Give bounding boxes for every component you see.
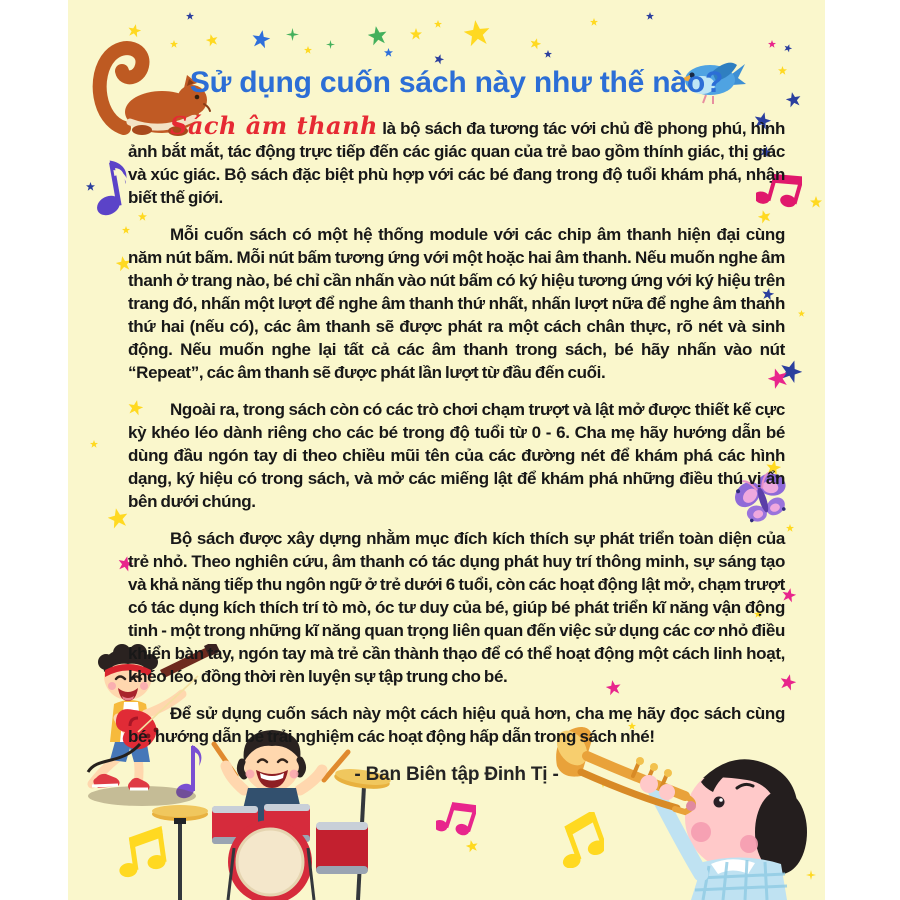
star-icon: [384, 48, 393, 57]
music-note-icon: [436, 796, 476, 838]
star-icon: [410, 28, 422, 40]
intro-text: là bộ sách đa tương tác với chủ đề phong phú, hình ảnh bắt mắt, tác động trực tiếp đến các giác quan của trẻ bao gồm thính giác, thị giác và xúc giác. Bộ sách đặc biệt phù hợp với các bé đang trong độ tuổi khám phá, nhận biết thế giới.: [128, 119, 785, 207]
star-icon: [590, 18, 598, 26]
star-icon: [646, 12, 654, 20]
book-page: [68, 0, 825, 900]
sparkle-icon: [326, 40, 335, 49]
star-icon: [186, 12, 194, 20]
closing-paragraph: Để sử dụng cuốn sách này một cách hiệu quả hơn, cha mẹ hãy đọc sách cùng bé, hướng dẫn bé trải nghiệm các hoạt động hấp dẫn trong sách nhé!: [128, 704, 785, 746]
star-icon: [366, 24, 388, 46]
star-icon: [529, 37, 543, 51]
star-icon: [783, 43, 793, 53]
star-icon: [304, 46, 312, 54]
intro-paragraph: [128, 111, 785, 209]
star-icon: [434, 20, 442, 28]
star-icon: [465, 839, 479, 853]
star-icon: [433, 53, 446, 66]
star-icon: [544, 50, 552, 58]
star-icon: [462, 18, 491, 47]
paragraph-development: Bộ sách được xây dựng nhằm mục đích kích thích sự phát triển toàn diện của trẻ nhỏ. Theo nghiên cứu, âm thanh có tác dụng phát huy trí thông minh, sự sáng tạo và khả năng tiếp thu ngôn ngữ ở trẻ dưới 6 tuổi, còn các hoạt động lật mở, chạm trượt có tác dụng kích thích trí tò mò, óc tư duy của bé, giúp bé phát triển kĩ năng vận động tinh - một trong những kĩ năng quan trọng liên quan đến việc sử dụng các cơ nhỏ điều khiển bàn tay, ngón tay mà trẻ cần thành thạo để có thể hoạt động một cách linh hoạt, khéo léo, đồng thời rèn luyện sự tập trung cho bé.: [128, 529, 785, 686]
page-content: [68, 66, 825, 786]
star-icon: [251, 29, 272, 50]
page-title: Sử dụng cuốn sách này như thế nào?: [189, 66, 724, 99]
series-name: Sách âm thanh: [170, 111, 378, 140]
paragraph-modules: Mỗi cuốn sách có một hệ thống module với các chip âm thanh hiện đại cùng năm nút bấm. Mỗi nút bấm tương ứng với một hoặc hai âm thanh. Nếu muốn nghe âm thanh ở trang nào, bé chỉ cần nhấn vào nút bấm có ký hiệu tương ứng với ký hiệu trên trang đó, nhấn một lượt để nghe âm thanh thứ nhất, nhấn lượt nữa để nghe âm thanh thứ hai (nếu có), các âm thanh sẽ được phát ra một cách chân thực, rõ nét và sinh động. Nếu muốn nghe lại tất cả các âm thanh trong sách, bé hãy nhấn vào nút “Repeat”, các âm thanh sẽ được phát lần lượt từ đầu đến cuối.: [128, 225, 785, 382]
signature: - Ban Biên tập Đinh Tị -: [354, 764, 559, 785]
paragraph-games: Ngoài ra, trong sách còn có các trò chơi chạm trượt và lật mở được thiết kế cực kỳ khéo léo dành riêng cho các bé trong độ tuổi từ 0 - 6. Cha mẹ hãy hướng dẫn bé dùng đầu ngón tay di theo chiều mũi tên của các đường nét để khám phá các hình dạng, ký hiệu có trong sách, và mở các miếng lật để khám phá những điều thú vị ẩn bên dưới chúng.: [128, 400, 785, 511]
sparkle-icon: [286, 28, 299, 41]
star-icon: [768, 40, 776, 48]
